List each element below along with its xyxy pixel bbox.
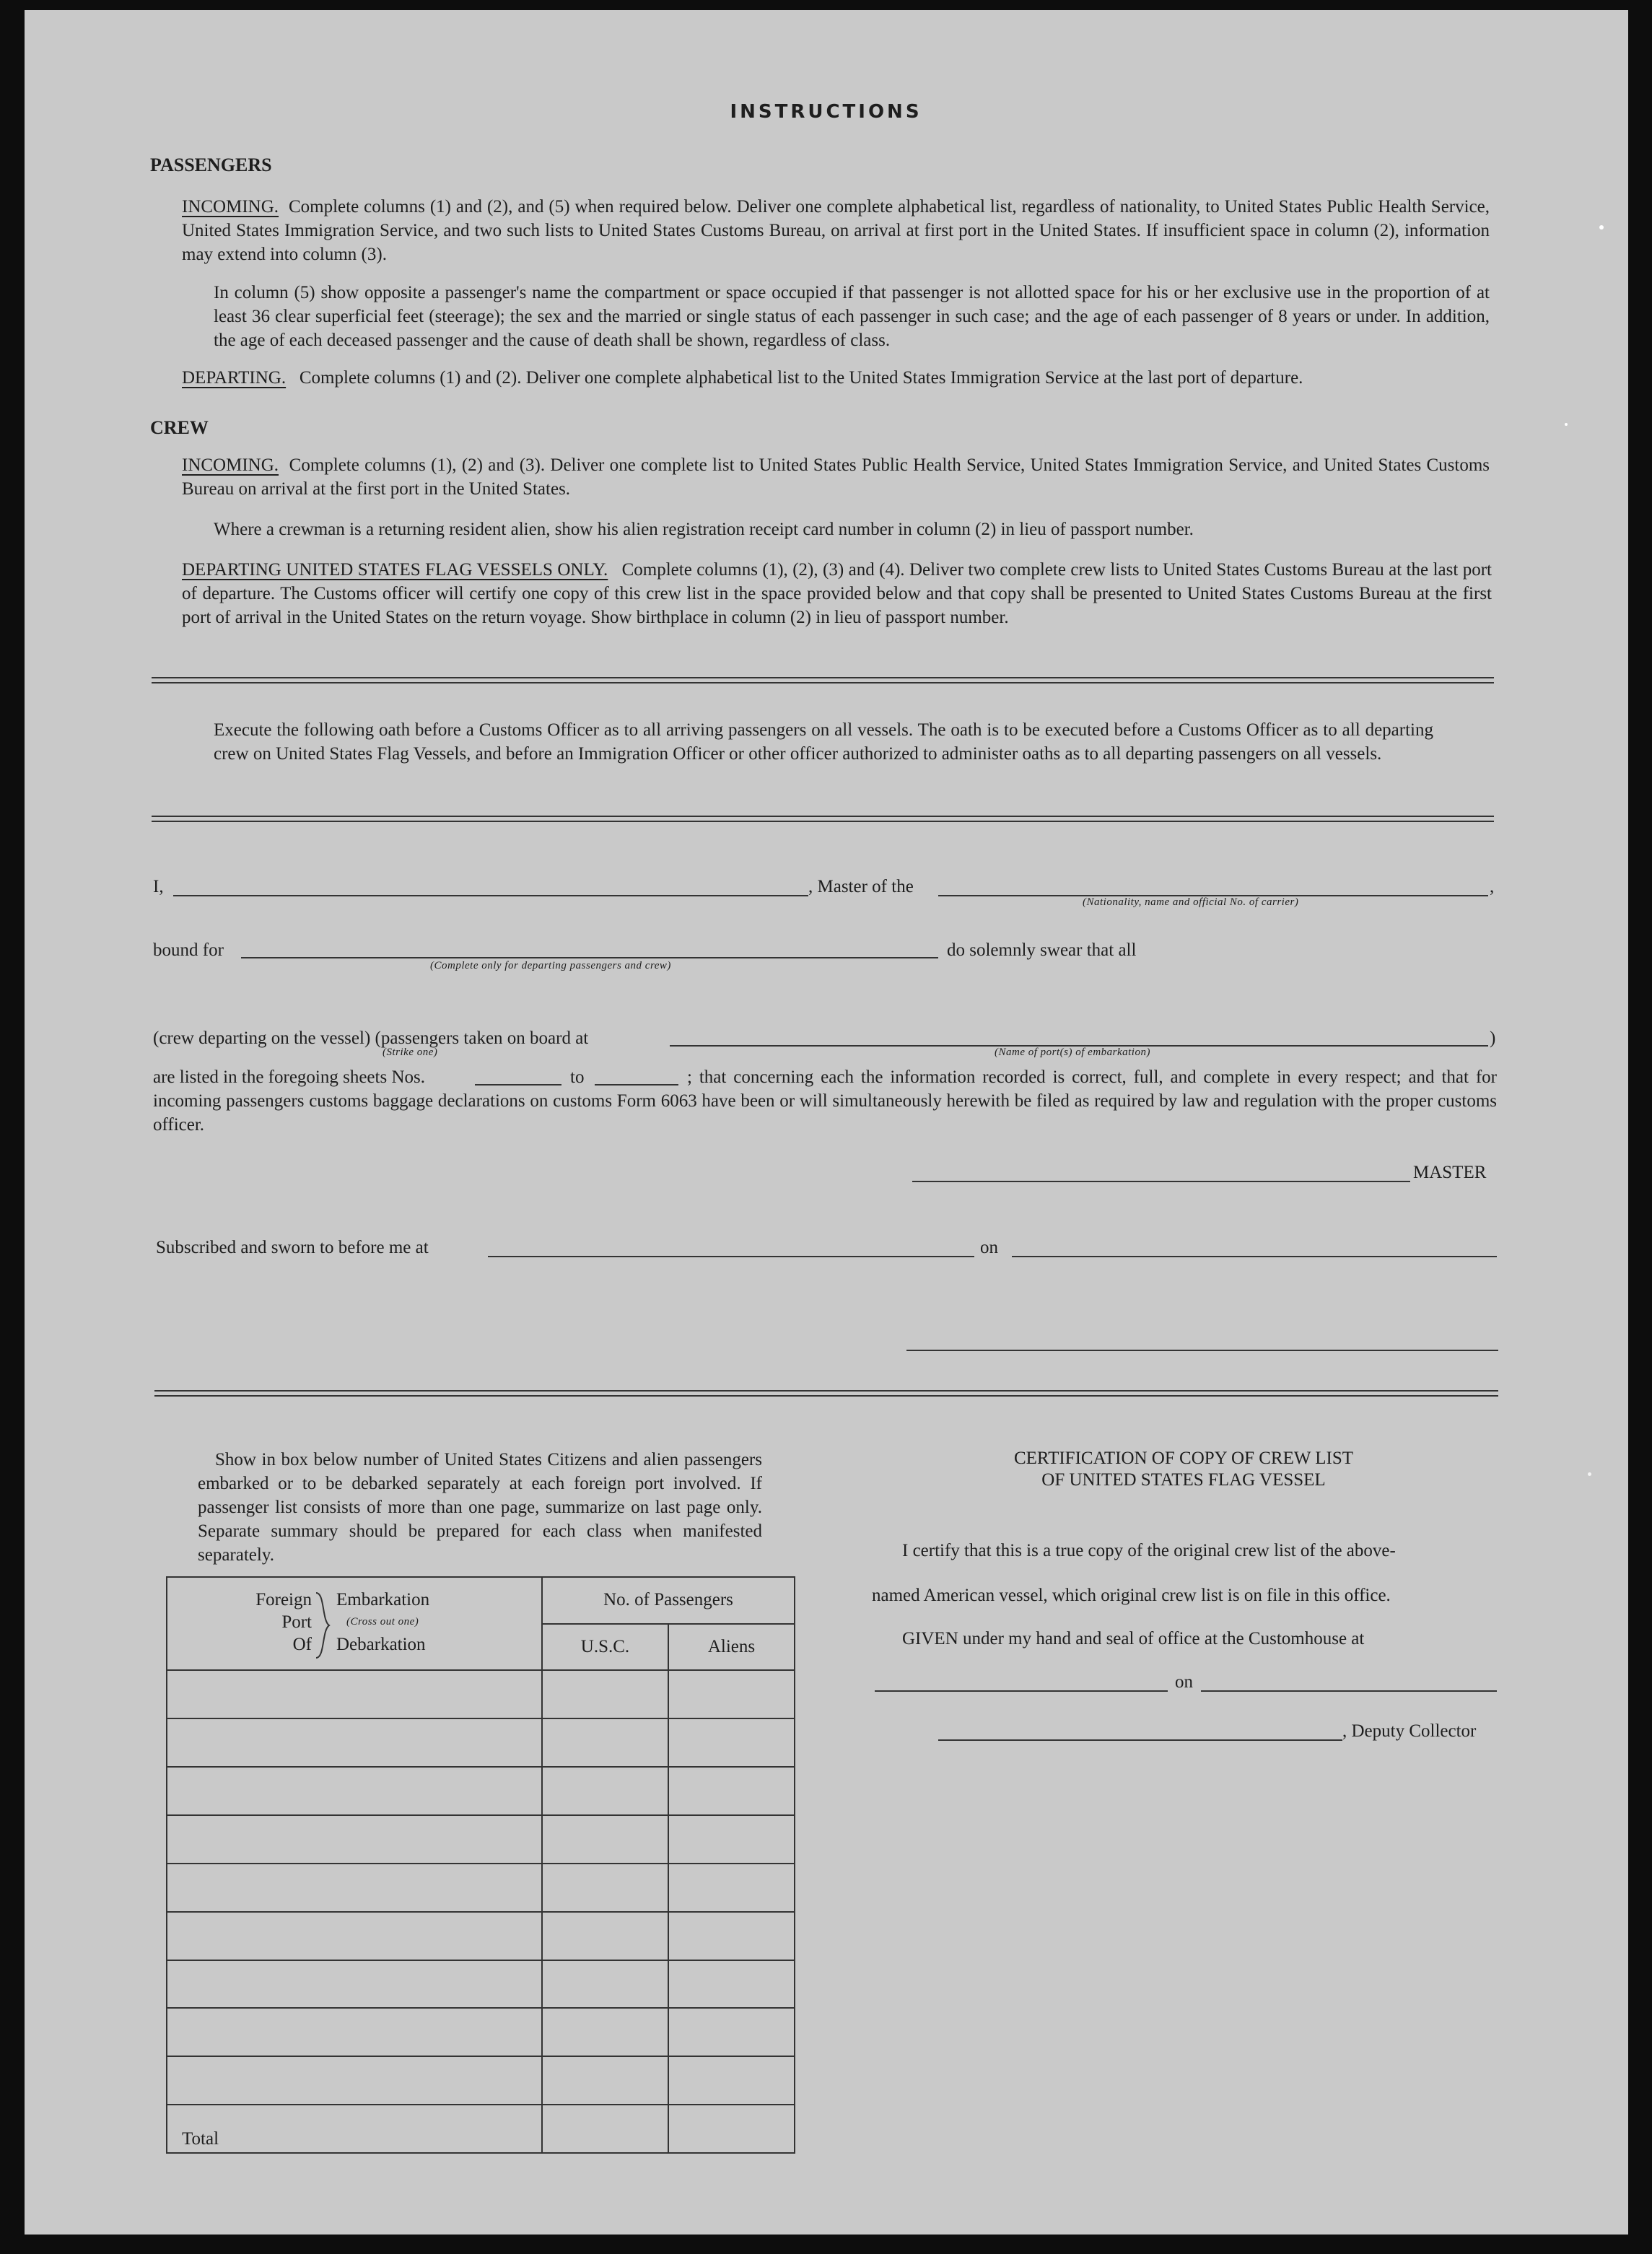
crew-heading: CREW [150,417,209,438]
port-label: Port [281,1612,312,1632]
port-cell[interactable] [167,1960,542,2009]
passengers-incoming-paragraph [182,195,1490,266]
crew-incoming-label: INCOMING. [182,455,279,475]
divider [154,1390,1498,1397]
aliens-cell[interactable] [668,2056,795,2105]
usc-cell[interactable] [542,2008,668,2056]
cert-on-label: on [1175,1672,1193,1692]
sheets-prefix: are listed in the foregoing sheets Nos. [153,1067,425,1087]
debarkation-label: Debarkation [336,1634,426,1654]
nationality-caption: (Nationality, name and official No. of carrier) [1083,896,1299,908]
complete-only-caption: (Complete only for departing passengers and crew) [430,960,671,971]
crew-departing-label: DEPARTING UNITED STATES FLAG VESSELS ONLY. [182,560,608,580]
aliens-cell[interactable] [668,1718,795,1767]
passengers-departing-text: Complete columns (1) and (2). Deliver one complete alphabetical list to the United States Immigration Service at the last port of departure. [299,368,1303,388]
aliens-cell[interactable] [668,1670,795,1718]
crew-incoming-text: Complete columns (1), (2) and (3). Deliver one complete list to United States Public Health Service, United States Immigration Service, and United States Customs Bureau on arrival at the first port in the United States. [182,455,1490,499]
given-text: GIVEN under my hand and seal of office at the Customhouse at [902,1629,1365,1648]
table-row [167,1864,795,1912]
summary-instructions: Show in box below number of United States Citizens and alien passengers embarked or to be debarked separately at each foreign port involved. If passenger list consists of more than one page, summarize on last page only. Separate summary should be prepared for each class when manifested separately. [198,1450,762,1565]
passengers-incoming-text: Complete columns (1) and (2), and (5) when required below. Deliver one complete alphabetical list, regardless of nationality, to United States Public Health Service, United States Immigration Service, and two such lists to United States Customs Bureau, on arrival at first port in the United States. If insufficient space in column (2), information may extend into column (3). [182,197,1490,264]
cert-date-field[interactable] [1201,1690,1497,1692]
sworn-date-field[interactable] [1012,1256,1497,1257]
deputy-collector-label: , Deputy Collector [1342,1721,1477,1741]
foreign-label: Foreign [255,1589,312,1609]
scan-speck [1599,225,1604,230]
sheets-rest-text: ; that concerning each the information recorded is correct, full, and complete in every respect; and that for incoming passengers customs baggage declarations on customs Form 6063 have been or will simultaneously herewith be filed as required by law and regulation with the proper customs officer. [153,1067,1497,1135]
trailing-comma: , [1490,877,1495,896]
customhouse-place-field[interactable] [875,1690,1168,1692]
table-row [167,2056,795,2105]
certify-line-1: I certify that this is a true copy of the original crew list of the above- [902,1541,1396,1560]
table-row [167,1718,795,1767]
master-label: MASTER [1413,1163,1487,1182]
oath-instructions: Execute the following oath before a Customs Officer as to all arriving passengers on all vessels. The oath is to be executed before a Customs Officer as to all departing crew on United States Flag Vessels, and before an Immigration Officer or other officer authorized to administer oaths as to all departing passengers on all vessels. [214,720,1433,764]
usc-cell[interactable] [542,1718,668,1767]
certify-line-2: named American vessel, which original crew list is on file in this office. [872,1586,1391,1605]
total-row [167,2105,795,2153]
port-cell[interactable] [167,1718,542,1767]
usc-cell[interactable] [542,1960,668,2009]
table-row [167,1670,795,1718]
table-row [167,1960,795,2009]
swear-label: do solemnly swear that all [947,940,1137,960]
aliens-cell[interactable] [668,1815,795,1864]
crew-departing-label: (crew departing on the vessel) (passengers taken on board at [153,1028,589,1048]
of-label: Of [292,1634,312,1654]
passengers-departing-label: DEPARTING. [182,368,287,388]
aliens-cell[interactable] [668,2008,795,2056]
sworn-place-field[interactable] [488,1256,974,1257]
passengers-departing-paragraph [182,366,1503,390]
port-cell[interactable] [167,1864,542,1912]
deputy-signature-field[interactable] [938,1739,1342,1741]
master-of-label: , Master of the [808,877,914,896]
scan-speck [1588,1472,1591,1476]
total-label: Total [167,2105,542,2153]
usc-cell[interactable] [542,2056,668,2105]
closing-paren: ) [1490,1028,1496,1048]
table-row [167,1767,795,1815]
table-row [167,1912,795,1960]
passengers-column5-paragraph: In column (5) show opposite a passenger's name the compartment or space occupied if that passenger is not allotted space for his or her exclusive use in the proportion of at least 36 clear superficial feet (steerage); the sex and the married or single status of each passenger in such case; and the age of each passenger of 8 years or under. In addition, the age of each deceased passenger and the cause of death shall be shown, regardless of class. [214,283,1490,350]
sworn-on-label: on [980,1238,998,1257]
sheets-to-label: to [570,1067,585,1087]
strike-one-caption: (Strike one) [383,1047,438,1058]
port-cell[interactable] [167,1815,542,1864]
divider [152,677,1494,683]
no-of-passengers-header: No. of Passengers [542,1577,795,1624]
embarkation-label: Embarkation [336,1589,430,1609]
port-cell[interactable] [167,1670,542,1718]
cross-out-caption: (Cross out one) [346,1615,419,1628]
crew-incoming-paragraph [182,453,1490,501]
passengers-incoming-label: INCOMING. [182,197,279,217]
master-name-field[interactable] [173,895,808,896]
passenger-summary-table [166,1576,795,2154]
bound-for-label: bound for [153,940,224,960]
aliens-cell[interactable] [668,1960,795,2009]
divider [152,816,1494,822]
crew-resident-paragraph: Where a crewman is a returning resident alien, show his alien registration receipt card number in column (2) in lieu of passport number. [214,520,1194,539]
aliens-total-cell[interactable] [668,2105,795,2153]
aliens-cell[interactable] [668,1912,795,1960]
passengers-heading: PASSENGERS [150,154,272,175]
certification-heading-2: OF UNITED STATES FLAG VESSEL [1041,1470,1326,1490]
crew-departing-text: Complete columns (1), (2), (3) and (4). Deliver two complete crew lists to United States Customs Bureau at the last port of departure. The Customs officer will certify one copy of this crew list in the space provided below and that copy shall be presented to United States Customs Bureau at the first port of arrival in the United States on the return voyage. Show birthplace in column (2) in lieu of passport number. [182,560,1492,627]
embarkation-caption: (Name of port(s) of embarkation) [995,1047,1150,1058]
aliens-cell[interactable] [668,1864,795,1912]
table-row [167,2008,795,2056]
certification-heading-1: CERTIFICATION OF COPY OF CREW LIST [1013,1449,1354,1468]
port-cell[interactable] [167,2008,542,2056]
table-row [167,1815,795,1864]
usc-header: U.S.C. [542,1624,668,1671]
subscribed-label: Subscribed and sworn to before me at [156,1238,429,1257]
page-title: INSTRUCTIONS [730,101,922,123]
port-cell[interactable] [167,1912,542,1960]
usc-cell[interactable] [542,1767,668,1815]
crew-departing-paragraph [182,558,1492,629]
aliens-header: Aliens [668,1624,795,1671]
bound-for-field[interactable] [241,957,938,958]
usc-cell[interactable] [542,1815,668,1864]
aliens-cell[interactable] [668,1767,795,1815]
port-cell[interactable] [167,1767,542,1815]
oath-i-label: I, [153,877,164,896]
usc-total-cell[interactable] [542,2105,668,2153]
scan-speck [1565,423,1568,426]
master-signature-field[interactable] [912,1181,1410,1182]
usc-cell[interactable] [542,1864,668,1912]
usc-cell[interactable] [542,1912,668,1960]
port-header-cell [167,1577,542,1670]
brace-icon [315,1591,332,1659]
officer-signature-field[interactable] [906,1350,1498,1351]
usc-cell[interactable] [542,1670,668,1718]
port-cell[interactable] [167,2056,542,2105]
